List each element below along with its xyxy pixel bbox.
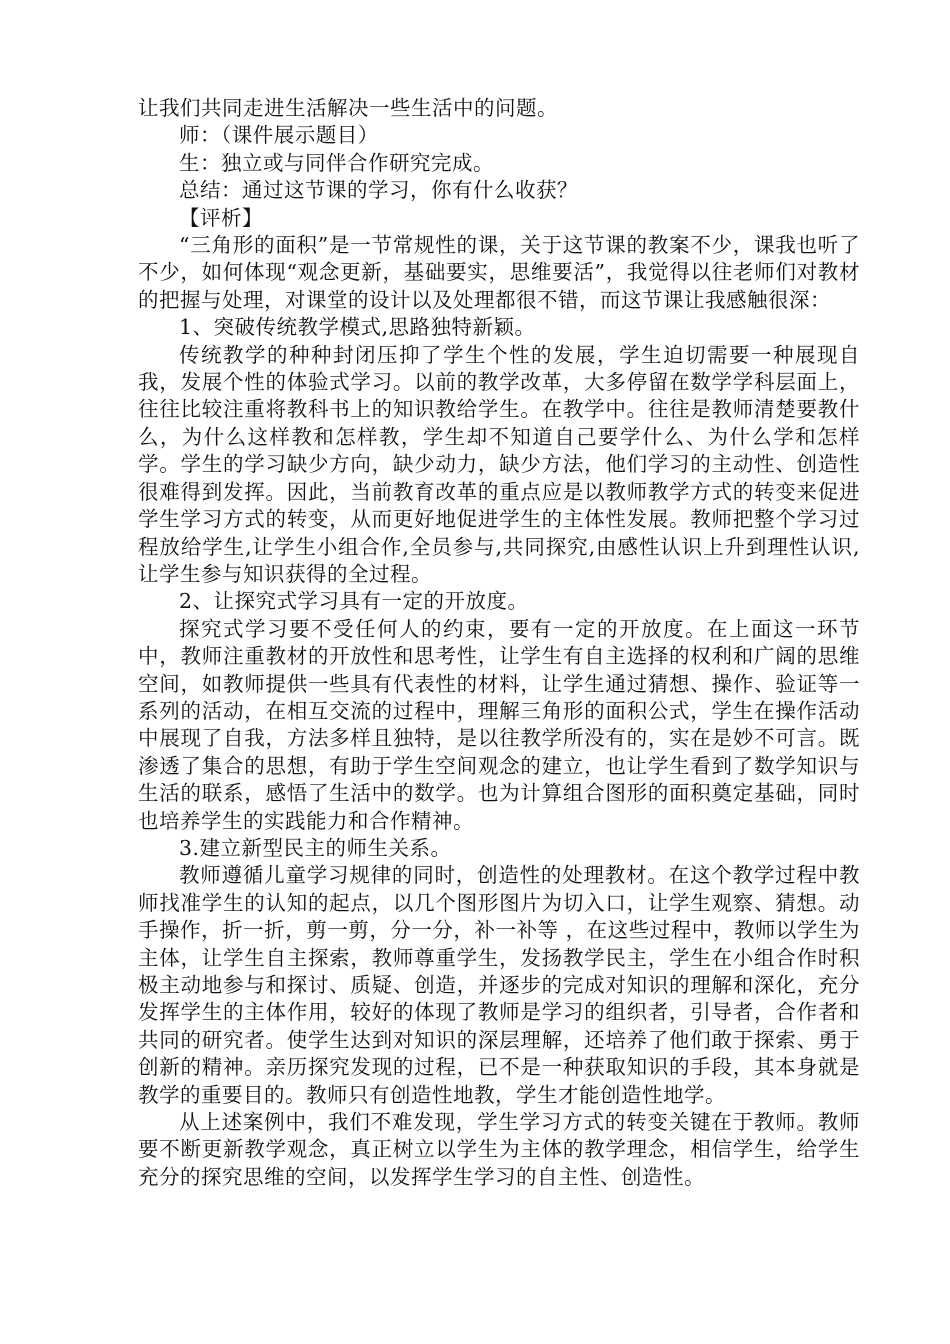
paragraph-commentary-intro: “三角形的面积”是一节常规性的课，关于这节课的教案不少，课我也听了不少，如何体现“观念更新，基础要实，思维要活”，我觉得以往老师们对教材的把握与处理，对课堂的设计以及处理都很不错，而这节课让我感触很深：: [138, 233, 860, 312]
point-heading-2: 2、让探究式学习具有一定的开放度。: [179, 589, 529, 614]
document-page: [138, 95, 860, 1191]
paragraph-summary-question: 总结：通过这节课的学习，你有什么收获？: [179, 178, 578, 203]
paragraph-intro: 让我们共同走进生活解决一些生活中的问题。: [138, 96, 558, 120]
paragraph-conclusion: 从上述案例中，我们不难发现，学生学习方式的转变关键在于教师。教师要不断更新教学观念，真正树立以学生为主体的教学理念，相信学生，给学生充分的探究思维的空间，以发挥学生学习的自主性、创造性。: [138, 1110, 860, 1189]
paragraph-student-line: 生：独立或与同伴合作研究完成。: [179, 150, 494, 175]
paragraph-point-1: 传统教学的种种封闭压抑了学生个性的发展，学生迫切需要一种展现自我，发展个性的体验式学习。以前的教学改革，大多停留在数学学科层面上，往往比较注重将教科书上的知识教给学生。在教学中。往往是教师清楚要教什么，为什么这样教和怎样教，学生却不知道自己要学什么、为什么学和怎样学。学生的学习缺少方向，缺少动力，缺少方法，他们学习的主动性、创造性很难得到发挥。因此，当前教育改革的重点应是以教师教学方式的转变来促进学生学习方式的转变，从而更好地促进学生的主体性发展。教师把整个学习过程放给学生,让学生小组合作,全员参与,共同探究,由感性认识上升到理性认识,让学生参与知识获得的全过程。: [138, 342, 860, 586]
paragraph-teacher-line: 师：（课件展示题目）: [179, 123, 379, 148]
section-heading-commentary: 【评析】: [179, 205, 263, 230]
point-heading-3: 3.建立新型民主的师生关系。: [179, 835, 452, 860]
point-heading-1: 1、突破传统教学模式,思路独特新颖。: [179, 315, 536, 340]
paragraph-point-3: 教师遵循儿童学习规律的同时，创造性的处理教材。在这个教学过程中教师找准学生的认知的起点，以几个图形图片为切入口，让学生观察、猜想。动手操作，折一折，剪一剪，分一分，补一补等 ，在这些过程中，教师以学生为主体，让学生自主探索，教师尊重学生，发扬教学民主，学生在小组合作时积极主动地参与和探讨、质疑、创造，并逐步的完成对知识的理解和深化，充分发挥学生的主体作用，较好的体现了教师是学习的组织者，引导者，合作者和共同的研究者。使学生达到对知识的深层理解，还培养了他们敢于探索、勇于创新的精神。亲历探究发现的过程，已不是一种获取知识的手段，其本身就是教学的重要目的。教师只有创造性地教，学生才能创造性地学。: [138, 863, 860, 1107]
paragraph-point-2: 探究式学习要不受任何人的约束，要有一定的开放度。在上面这一环节中，教师注重教材的开放性和思考性，让学生有自主选择的权利和广阔的思维空间，如教师提供一些具有代表性的材料，让学生通过猜想、操作、验证等一系列的活动，在相互交流的过程中，理解三角形的面积公式，学生在操作活动中展现了自我，方法多样且独特，是以往教学所没有的，实在是妙不可言。既渗透了集合的思想，有助于学生空间观念的建立，也让学生看到了数学知识与生活的联系，感悟了生活中的数学。也为计算组合图形的面积奠定基础，同时也培养学生的实践能力和合作精神。: [138, 616, 860, 833]
